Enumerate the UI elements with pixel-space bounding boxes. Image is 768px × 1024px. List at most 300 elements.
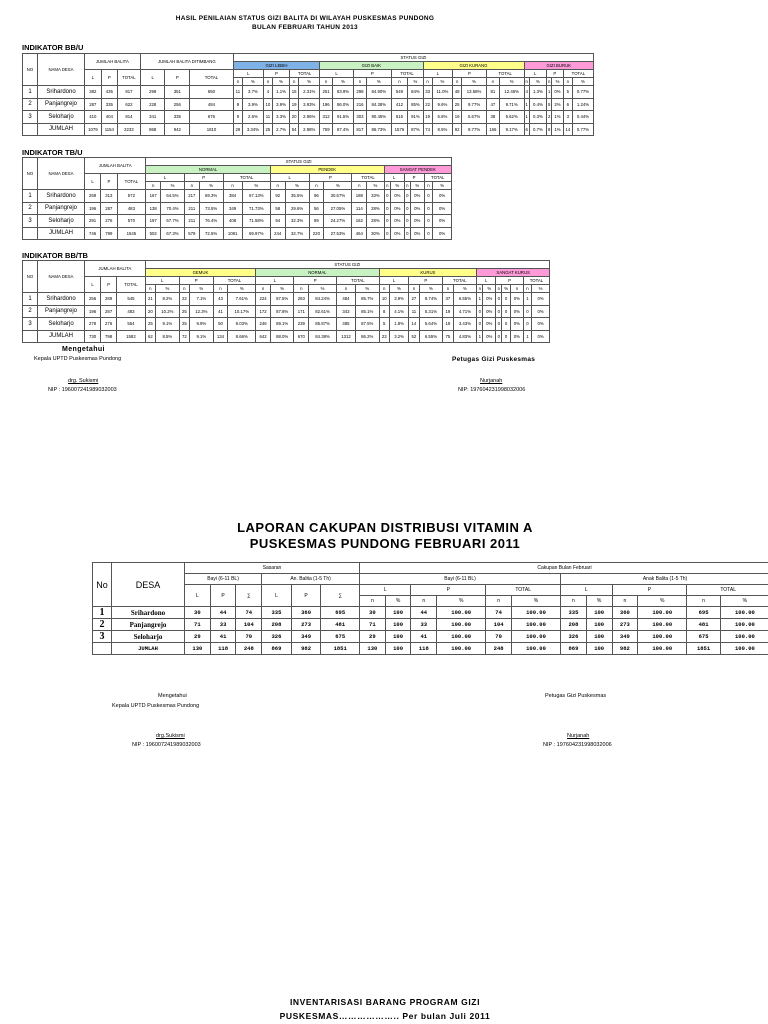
cell-value: 313 <box>101 190 117 203</box>
h-pct: % <box>333 78 354 86</box>
col-desa: DESA <box>112 563 185 607</box>
cell-value: 6.55% <box>419 330 443 343</box>
cell-value: 84.38% <box>309 330 337 343</box>
cell-value: 289 <box>101 293 117 306</box>
kepala-nip-2: NIP : 196007241989032003 <box>132 742 201 748</box>
cell-no: 1 <box>93 607 112 619</box>
cell-value: 239 <box>294 318 309 331</box>
cell-value: 9.1% <box>190 330 214 343</box>
cell-value: 5.64% <box>419 318 443 331</box>
cell-value: 196 <box>85 202 101 215</box>
h-n: n <box>423 78 432 86</box>
cell-value: 100.00 <box>638 607 687 619</box>
h-pct: % <box>638 596 687 607</box>
h-l: L <box>85 174 101 190</box>
table-row <box>23 98 594 111</box>
cell-value: 0 <box>384 215 390 228</box>
cell-value: 22 <box>179 293 189 306</box>
cell-value: 118 <box>411 643 437 655</box>
col-desa: NAMA DESA <box>38 158 85 190</box>
h-p: P <box>546 70 563 78</box>
cell-value: 351 <box>165 86 190 99</box>
h-sum: ∑ <box>321 585 360 607</box>
cell-value: 73.5% <box>199 202 223 215</box>
h-total: TOTAL <box>352 174 384 182</box>
cell-value: 30.67% <box>324 190 352 203</box>
cell-value: 4.1% <box>389 305 408 318</box>
h-l: L <box>270 174 309 182</box>
cell-value: 33 <box>411 619 437 631</box>
h-n: n <box>223 182 242 190</box>
cell-value: 41 <box>411 631 437 643</box>
h-total: TOTAL <box>687 585 768 596</box>
cell-value: 8.5% <box>156 330 180 343</box>
cell-value: 211 <box>184 202 199 215</box>
cell-no: 3 <box>23 318 38 331</box>
report-title: HASIL PENILAIAN STATUS GIZI BALITA DI WILAYAH PUSKESMAS PUNDONG <box>175 15 435 22</box>
cell-value: 84.24% <box>309 293 337 306</box>
h-n: n <box>486 78 499 86</box>
vita-title: LAPORAN CAKUPAN DISTRIBUSI VITAMIN A <box>237 520 533 535</box>
cell-value: 0.7% <box>529 123 546 136</box>
cell-value: 29 <box>233 123 242 136</box>
cell-value: 0 <box>477 318 483 331</box>
cell-value: 0% <box>391 202 405 215</box>
h-p: P <box>353 70 391 78</box>
cell-value: 28% <box>367 215 384 228</box>
indicator-bbu-label: INDIKATOR BB/U <box>22 43 84 52</box>
cell-value: 19 <box>443 318 453 331</box>
cell-value: 1 <box>523 293 531 306</box>
kepala-label-2: Kepala UPTD Puskesmas Pundong <box>112 703 200 709</box>
cell-value: 1 <box>477 293 483 306</box>
cell-value: 695 <box>321 607 360 619</box>
cell-value: 982 <box>612 643 638 655</box>
cell-value: 71 <box>360 619 386 631</box>
cell-no: 1 <box>23 190 38 203</box>
h-l: L <box>524 70 546 78</box>
cell-value: 1079 <box>85 123 102 136</box>
h-pct: % <box>462 78 487 86</box>
cell-value: 50 <box>213 318 228 331</box>
cell-value: 172 <box>256 305 271 318</box>
cell-value: 69.3% <box>199 190 223 203</box>
cell-value: 14 <box>409 318 419 331</box>
cell-value: 3 <box>563 111 572 124</box>
cell-value: 1582 <box>117 330 146 343</box>
col-jumlah-balita: JUMLAH BALITA <box>85 158 146 174</box>
cell-value: 0.3% <box>529 111 546 124</box>
h-total: TOTAL <box>391 70 423 78</box>
cell-value: 35.5% <box>285 190 309 203</box>
cell-value: 23 <box>379 330 389 343</box>
h-pct: % <box>453 285 477 293</box>
h-total: TOTAL <box>523 277 549 285</box>
h-n: n <box>525 79 528 84</box>
cell-value: 0 <box>404 215 410 228</box>
cell-value: 89 <box>309 215 324 228</box>
h-pct: % <box>408 78 423 86</box>
cell-value: 5.67% <box>462 111 487 124</box>
h-total: TOTAL <box>117 70 140 86</box>
cell-value: 196 <box>320 98 333 111</box>
group-gizi-kurang: GIZI KURANG <box>423 62 524 70</box>
h-n: n <box>352 182 367 190</box>
cell-value: 208 <box>262 619 292 631</box>
h-total: TOTAL <box>290 70 320 78</box>
cell-value: 87.4% <box>333 123 354 136</box>
group-gizi-lebih: GIZI LEBIH <box>233 62 319 70</box>
cell-value: 412 <box>391 98 408 111</box>
col-no: NO <box>23 261 38 293</box>
cell-value: 41 <box>213 305 228 318</box>
cell-value: 167 <box>146 190 161 203</box>
cell-value: 217 <box>184 190 199 203</box>
cell-value: 0 <box>496 318 502 331</box>
h-sum: ∑ <box>236 585 262 607</box>
h-p: P <box>291 585 321 607</box>
cell-value: 483 <box>117 202 146 215</box>
cell-value: 71 <box>185 619 211 631</box>
cell-value: 85.7% <box>355 293 379 306</box>
cell-value: 67.3% <box>161 227 185 240</box>
group-gizi-baik: GIZI BAIK <box>320 62 423 70</box>
h-total: TOTAL <box>117 174 146 190</box>
cell-value: 0% <box>433 227 452 240</box>
cell-value: 0 <box>424 215 433 228</box>
h-pct: % <box>228 285 256 293</box>
cell-value: 4.83% <box>453 330 477 343</box>
cell-value: 29 <box>185 631 211 643</box>
cell-value: 33 <box>210 619 236 631</box>
h-pct: % <box>410 182 424 190</box>
cell-value: 72 <box>179 330 189 343</box>
vita-subtitle: PUSKESMAS PUNDONG FEBRUARI 2011 <box>249 536 521 551</box>
cell-value: 5 <box>546 98 551 111</box>
h-p: P <box>101 174 117 190</box>
h-pct: % <box>572 78 593 86</box>
cell-value: 798 <box>101 330 117 343</box>
mengetahui-label-2: Mengetahui <box>158 693 187 699</box>
cell-value: 5.31% <box>419 305 443 318</box>
cell-value: 82.61% <box>309 305 337 318</box>
cell-no <box>23 123 38 136</box>
vita-body <box>93 607 768 655</box>
group-kurus: KURUS <box>379 269 477 277</box>
petugas-label-2: Petugas Gizi Puskesmas <box>545 693 607 699</box>
cell-value: 100.00 <box>437 607 486 619</box>
cell-value: 100.00 <box>720 607 768 619</box>
cell-value: 814 <box>117 111 140 124</box>
h-l: L <box>360 585 411 596</box>
cell-value: 11 <box>233 86 242 99</box>
total-row <box>93 643 768 655</box>
table-row <box>23 215 452 228</box>
petugas-label: Petugas Gizi Puskesmas <box>452 356 536 363</box>
h-n: n <box>379 285 389 293</box>
cell-value: 67.13% <box>242 190 270 203</box>
cell-no: 2 <box>93 619 112 631</box>
col-status-gizi: STATUS GIZI <box>146 158 452 166</box>
cell-value: 100 <box>385 631 411 643</box>
h-p: P <box>309 174 352 182</box>
cell-no: 2 <box>23 98 38 111</box>
bbtb-body <box>23 293 550 343</box>
h-total: TOTAL <box>563 70 593 78</box>
h-p: P <box>612 585 687 596</box>
cell-value: 1.1% <box>273 86 290 99</box>
group-sangat-pendek: SANGAT PENDEK <box>384 166 451 174</box>
h-n: n <box>547 79 551 84</box>
h-pct: % <box>391 182 405 190</box>
kepala-name-2: drg.Sukismi <box>156 733 185 739</box>
h-l: L <box>423 70 453 78</box>
cell-value: 9.77% <box>462 98 487 111</box>
cell-value: 70 <box>486 631 512 643</box>
table-row <box>23 86 594 99</box>
h-l: L <box>145 277 179 285</box>
cell-value: 71.58% <box>242 215 270 228</box>
table-row <box>93 607 768 619</box>
cell-value: 75 <box>443 330 453 343</box>
cell-value: 100 <box>586 631 612 643</box>
cell-value: 554 <box>117 318 146 331</box>
cell-value: 48 <box>453 86 462 99</box>
total-row <box>23 227 452 240</box>
cell-value: 0 <box>496 330 502 343</box>
h-total: TOTAL <box>117 277 146 293</box>
h-pct: % <box>432 78 452 86</box>
h-p: P <box>453 70 487 78</box>
h-p: P <box>263 70 289 78</box>
cell-value: 87.8% <box>270 305 294 318</box>
cell-value: 572 <box>117 190 146 203</box>
cell-value: 25 <box>179 318 189 331</box>
cell-value: 86.73% <box>366 123 391 136</box>
group-gemuk: GEMUK <box>145 269 256 277</box>
cell-value: 100.00 <box>437 643 486 655</box>
cell-value: 5.6% <box>432 111 452 124</box>
cell-value: 248 <box>236 643 262 655</box>
cell-value: 22 <box>423 98 432 111</box>
table-row <box>23 318 550 331</box>
h-p: P <box>101 70 117 86</box>
bbu-body <box>23 86 594 136</box>
h-n: n <box>561 596 587 607</box>
h-total: TOTAL <box>424 174 451 182</box>
h-p: P <box>411 585 486 596</box>
cell-value: 100.00 <box>511 631 560 643</box>
cell-value: 9.6% <box>432 98 452 111</box>
cell-value: 87.5% <box>355 318 379 331</box>
cell-value: 8.66% <box>228 330 256 343</box>
cell-value: 4 <box>524 86 529 99</box>
cell-value: 71.73% <box>242 202 270 215</box>
cell-value: 0 <box>502 293 511 306</box>
h-total: TOTAL <box>223 174 270 182</box>
cell-value: 3.93% <box>299 98 320 111</box>
cell-value: 1545 <box>117 227 146 240</box>
cell-value: 12.46% <box>499 86 524 99</box>
cell-value: 1851 <box>687 643 721 655</box>
cell-value: 100.00 <box>437 631 486 643</box>
cell-value: 343 <box>337 305 356 318</box>
h-n: n <box>337 285 356 293</box>
cell-value: 134 <box>213 330 228 343</box>
cell-value: 41 <box>210 631 236 643</box>
table-row <box>23 111 594 124</box>
cell-value: 11.0% <box>432 86 452 99</box>
h-n: n <box>233 78 242 86</box>
h-pct: % <box>309 285 337 293</box>
cell-value: 579 <box>184 227 199 240</box>
cell-value: 4.71% <box>453 305 477 318</box>
cell-value: 37 <box>443 293 453 306</box>
cell-value: 982 <box>291 643 321 655</box>
cell-value: 54 <box>290 123 299 136</box>
col-sasaran-bayi: Bayi (6-11 BL) <box>185 574 262 585</box>
h-p: P <box>210 585 236 607</box>
h-n: n <box>213 285 228 293</box>
cell-value: 3.43% <box>453 318 477 331</box>
table-row <box>93 631 768 643</box>
cell-desa: Seloharjo <box>38 111 85 124</box>
cell-value: 8.2% <box>156 293 180 306</box>
h-pct: % <box>161 182 185 190</box>
h-pct: % <box>511 596 560 607</box>
h-n: n <box>424 182 433 190</box>
cell-value: 0% <box>391 190 405 203</box>
cell-desa: Panjangrejo <box>38 305 85 318</box>
cell-value: 485 <box>337 318 356 331</box>
cell-value: 5 <box>379 318 389 331</box>
inventaris-subtitle: PUSKESMAS……………….. Per bulan Juli 2011 <box>279 1011 491 1021</box>
h-p: P <box>496 277 524 285</box>
cell-value: 85.87% <box>309 318 337 331</box>
cell-desa: JUMLAH <box>38 123 85 136</box>
cell-value: 81 <box>486 86 499 99</box>
cell-value: 100.00 <box>511 643 560 655</box>
cell-desa: Srihardono <box>38 86 85 99</box>
cell-value: 30 <box>360 607 386 619</box>
cell-value: 94 <box>270 215 285 228</box>
cell-desa: JUMLAH <box>112 643 185 655</box>
cell-desa: Panjangrejo <box>38 98 85 111</box>
cell-value: 196 <box>85 305 101 318</box>
cell-value: 0 <box>424 227 433 240</box>
cell-value: 3.9% <box>389 293 408 306</box>
cell-value: 83.9% <box>333 86 354 99</box>
cell-value: 9.71% <box>499 98 524 111</box>
cell-value: 58 <box>270 202 285 215</box>
h-l: L <box>146 174 185 182</box>
cell-value: 32.7% <box>285 227 309 240</box>
col-no: NO <box>23 158 38 190</box>
cell-value: 2.7% <box>273 123 290 136</box>
cell-value: 481 <box>687 619 721 631</box>
cell-value: 2233 <box>117 123 140 136</box>
h-pct: % <box>355 285 379 293</box>
cell-value: 276 <box>101 215 117 228</box>
cell-value: 2.6% <box>242 111 263 124</box>
cell-desa: Srihardono <box>38 190 85 203</box>
h-n: n <box>179 285 189 293</box>
cell-desa: Srihardono <box>38 293 85 306</box>
cell-value: 251 <box>320 86 333 99</box>
cell-value: 8.74% <box>419 293 443 306</box>
h-n: n <box>145 285 155 293</box>
h-pct: % <box>389 285 408 293</box>
cell-value: 11 <box>263 111 272 124</box>
cell-value: 92 <box>453 123 462 136</box>
cell-value: 64.5% <box>161 190 185 203</box>
cell-value: 3.7% <box>242 86 263 99</box>
cell-value: 91% <box>408 111 423 124</box>
cell-value: 349 <box>612 631 638 643</box>
cell-value: 0% <box>410 215 424 228</box>
cell-value: 676 <box>190 111 234 124</box>
cell-value: 96 <box>309 190 324 203</box>
inventaris-title: INVENTARISASI BARANG PROGRAM GIZI <box>289 997 481 1007</box>
cell-value: 6 <box>563 98 572 111</box>
cell-value: 9.77% <box>462 123 487 136</box>
cell-value: 0 <box>384 202 390 215</box>
cell-value: 19 <box>290 98 299 111</box>
cell-value: 273 <box>291 619 321 631</box>
cell-value: 10 <box>379 293 389 306</box>
cell-value: 0% <box>552 86 563 99</box>
cell-value: 0% <box>483 293 496 306</box>
h-pct: % <box>502 285 511 293</box>
table-row <box>23 202 452 215</box>
cell-value: 246 <box>256 318 271 331</box>
cell-value: 84.90% <box>366 86 391 99</box>
h-n: n <box>386 183 389 188</box>
h-pct: % <box>419 285 443 293</box>
cell-value: 67.7% <box>161 215 185 228</box>
cell-value: 25 <box>453 98 462 111</box>
cell-value: 0.4% <box>529 98 546 111</box>
cell-value: 326 <box>561 631 587 643</box>
bbu-table <box>22 53 594 136</box>
mengetahui-label: Mengetahui <box>62 346 105 353</box>
h-pct: % <box>366 78 391 86</box>
col-sasaran: Sasaran <box>185 563 360 574</box>
cell-value: 335 <box>561 607 587 619</box>
cell-value: 166 <box>486 123 499 136</box>
cell-desa: Srihardono <box>112 607 185 619</box>
cell-value: 942 <box>165 123 190 136</box>
cell-value: 25 <box>145 318 155 331</box>
h-l: L <box>256 277 294 285</box>
h-pct: % <box>190 285 214 293</box>
cell-value: 30 <box>185 607 211 619</box>
h-l: L <box>262 585 292 607</box>
cell-value: 299 <box>140 86 165 99</box>
cell-value: 622 <box>117 98 140 111</box>
cell-value: 56 <box>309 202 324 215</box>
cell-value: 100.00 <box>720 631 768 643</box>
h-n: n <box>146 182 161 190</box>
cell-value: 384 <box>223 190 242 203</box>
cell-desa: Panjangrejo <box>38 202 85 215</box>
cell-value: 1154 <box>101 123 117 136</box>
h-n: n <box>360 596 386 607</box>
cell-value: 20 <box>145 305 155 318</box>
cell-value: 0 <box>477 305 483 318</box>
cell-value: 273 <box>612 619 638 631</box>
cell-value: 90.45% <box>366 111 391 124</box>
